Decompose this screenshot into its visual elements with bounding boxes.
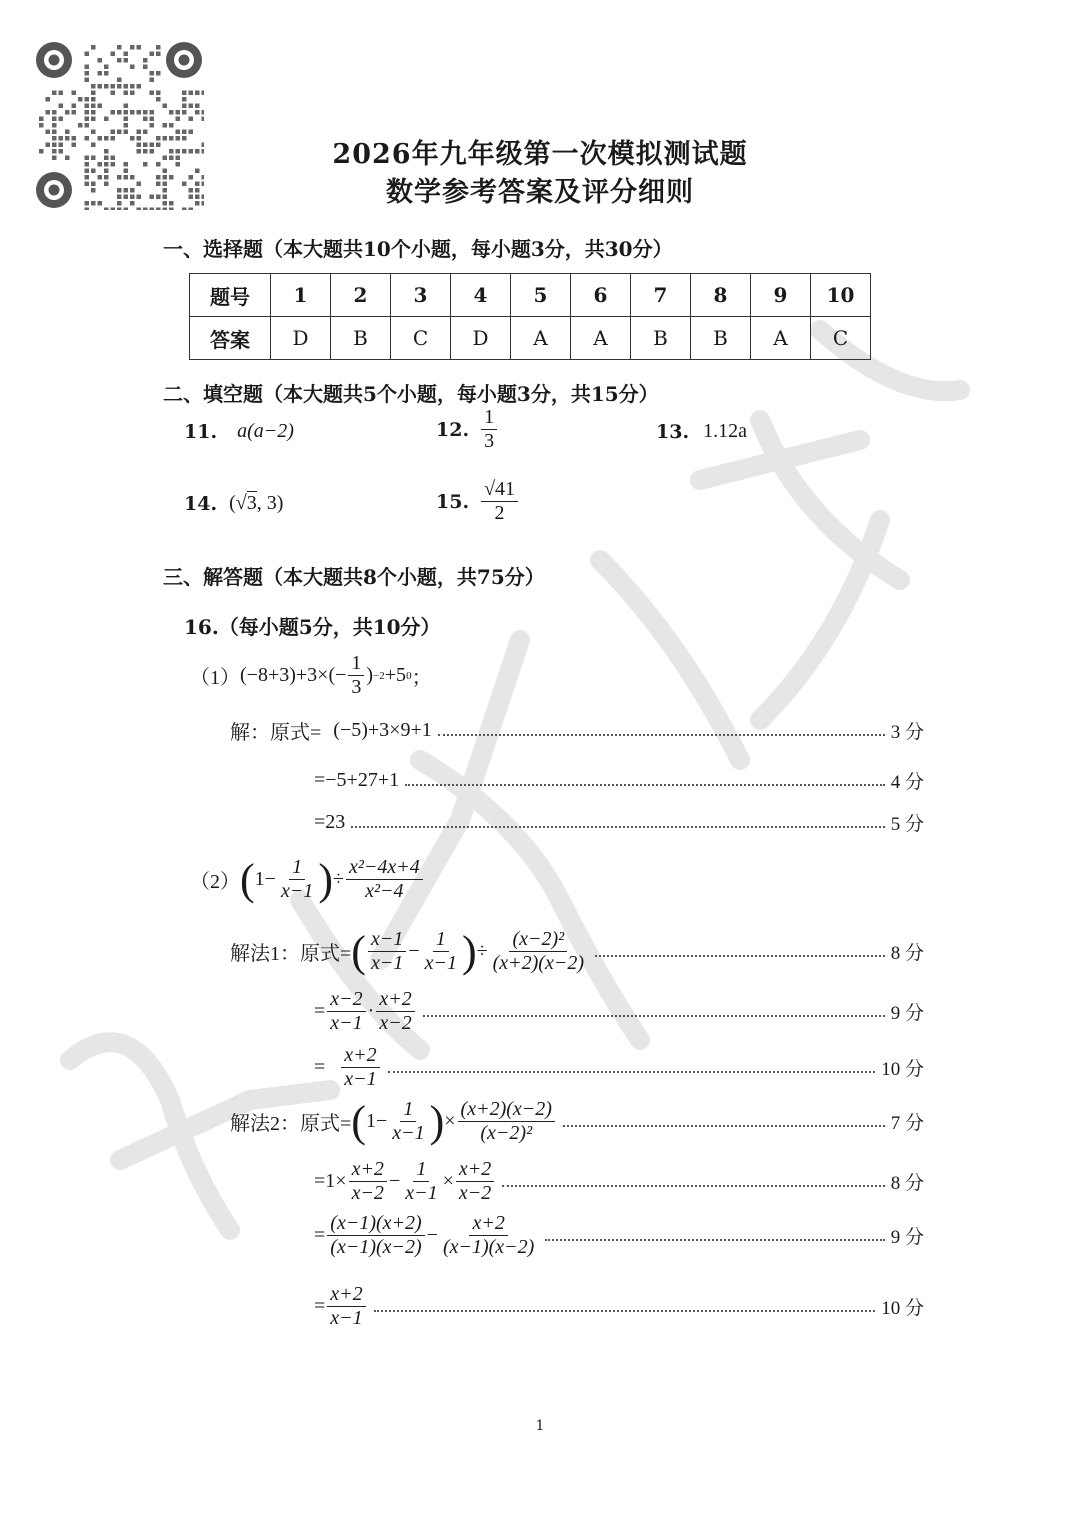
method-1-step-3: = $\frac{x+2}{x-1}$ 10 分 <box>314 1044 924 1090</box>
title-line-2: 数学参考答案及评分细则 <box>386 177 694 208</box>
row-label-answer: 答案 <box>190 317 271 360</box>
question-number-cell: 8 <box>691 274 751 317</box>
part-1-step-2: =−5+27+1 4 分 <box>314 769 924 793</box>
q16-heading: 16.（每小题5分，共10分） <box>184 615 441 639</box>
answer-cell: B <box>631 317 691 360</box>
answer-cell: B <box>331 317 391 360</box>
answer-cell: B <box>691 317 751 360</box>
question-number-cell: 5 <box>511 274 571 317</box>
q11-answer: a(a−2) <box>237 420 294 442</box>
question-number-cell: 6 <box>571 274 631 317</box>
q12-answer-fraction: 1 3 <box>481 406 497 453</box>
part-1-step-3: =23 5 分 <box>314 811 924 835</box>
question-number-cell: 10 <box>811 274 871 317</box>
question-number-cell: 2 <box>331 274 391 317</box>
answer-cell: A <box>751 317 811 360</box>
method-2-step-2: =1× $\frac{x+2}{x-2}$ − $\frac{1}{x-1}$ × $\frac{x+2}{x-2}$ 8 分 <box>314 1158 924 1204</box>
part-2-problem: （2） ( 1− $\frac{1}{x-1}$ ) ÷ $\frac{\text{x²−4x+4}}{\text{x²−4}}$ <box>190 856 425 903</box>
q13-answer: 1.12a <box>703 420 747 442</box>
answer-cell: D <box>451 317 511 360</box>
row-label-question: 题号 <box>190 274 271 317</box>
question-number-cell: 7 <box>631 274 691 317</box>
part-1-problem: （1） (−8+3)+3×(− $\frac{1}{3}$ ) −2 +5 0 ； <box>190 652 432 698</box>
q12-number: 12. <box>436 418 470 441</box>
section-3-heading: 三、解答题（本大题共8个小题，共75分） <box>163 565 545 589</box>
q15-number: 15. <box>436 490 470 513</box>
q13-number: 13. <box>656 420 690 443</box>
answer-table <box>189 273 871 360</box>
q14-number: 14. <box>184 492 218 515</box>
method-2-step-1: 解法2：原式= ( 1− $\frac{1}{x-1}$ ) × $\frac{(x+2)(x-2)}{\text{(x−2)²}}$ 7 分 <box>230 1096 924 1146</box>
question-number-cell: 3 <box>391 274 451 317</box>
title-line-1: 2026年九年级第一次模拟测试题 <box>332 139 748 170</box>
method-1-step-2: = $\frac{x-2}{x-1}$ · x+2 x−2 9 分 <box>314 988 924 1034</box>
page-number: 1 <box>535 1418 545 1434</box>
answer-cell: D <box>271 317 331 360</box>
answer-cell: C <box>391 317 451 360</box>
answer-cell: A <box>511 317 571 360</box>
question-number-cell: 1 <box>271 274 331 317</box>
answer-cell: C <box>811 317 871 360</box>
question-number-cell: 4 <box>451 274 511 317</box>
answer-cell: A <box>571 317 631 360</box>
question-number-cell: 9 <box>751 274 811 317</box>
section-1-heading: 一、选择题（本大题共10个小题，每小题3分，共30分） <box>163 237 673 261</box>
q15-answer-fraction: √41 2 <box>481 478 518 525</box>
section-2-heading: 二、填空题（本大题共5个小题，每小题3分，共15分） <box>163 382 659 406</box>
q11-number: 11. <box>184 420 218 443</box>
method-2-step-3: = $\frac{(x-1)(x+2)}{(x-1)(x-2)}$ − $\frac{x+2}{(x-1)(x-2)}$ 9 分 <box>314 1212 924 1258</box>
method-2-step-4: = $\frac{x+2}{x-1}$ 10 分 <box>314 1283 924 1329</box>
part-1-step-1: 解：原式= (−5)+3×9+1 3 分 <box>230 719 924 744</box>
method-1-step-1: 解法1：原式= ( x−1 x−1 − $\frac{1}{x-1}$ ) ÷ $\frac{\text{(x−2)²}}{(x+2)(x-2)}$ 8 分 <box>230 926 924 976</box>
q14-answer: (√3, 3) <box>229 492 284 514</box>
